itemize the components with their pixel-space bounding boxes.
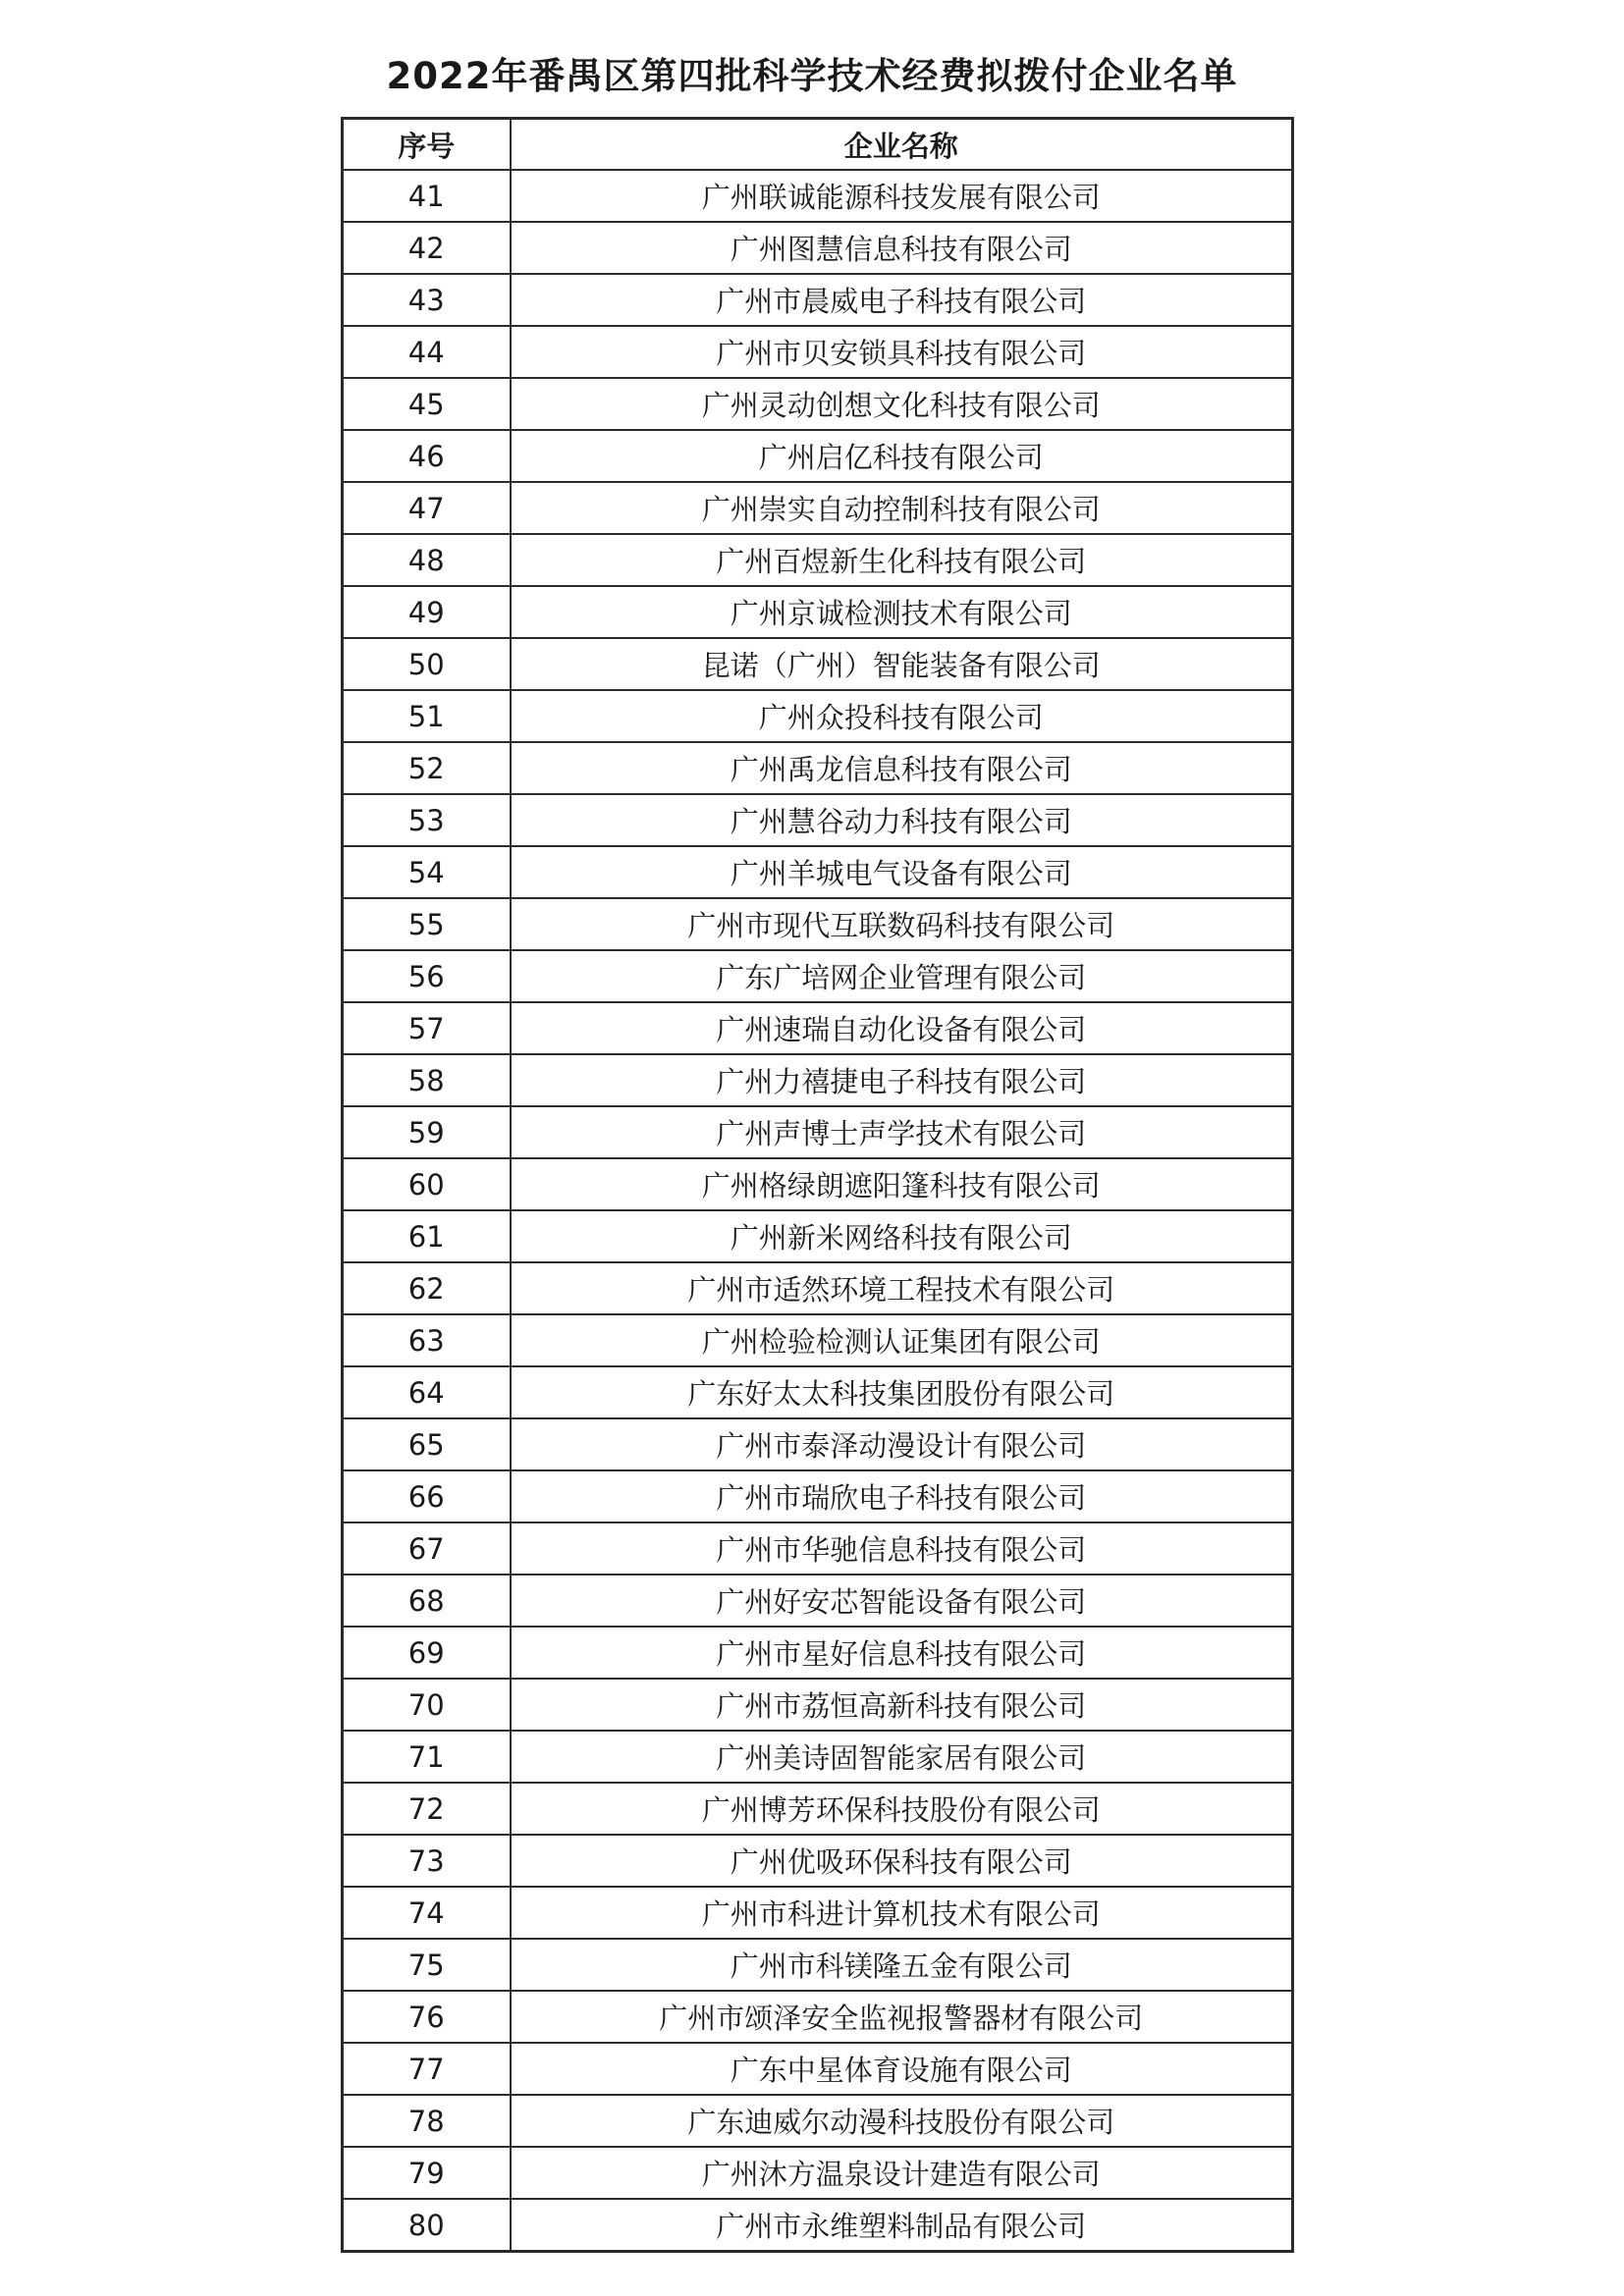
company-name-cell: 广东迪威尔动漫科技股份有限公司 [511,2095,1293,2147]
company-name-cell: 广州声博士声学技术有限公司 [511,1106,1293,1158]
company-name-cell: 广州博芳环保科技股份有限公司 [511,1783,1293,1835]
serial-number-cell: 71 [343,1731,511,1783]
company-name-cell: 广州启亿科技有限公司 [511,430,1293,482]
table-row [343,1679,1293,1731]
serial-number-cell: 80 [343,2199,511,2252]
company-name-cell: 广州联诚能源科技发展有限公司 [511,170,1293,222]
company-name-cell: 广州崇实自动控制科技有限公司 [511,482,1293,534]
serial-number-cell: 57 [343,1002,511,1054]
table-row [343,1470,1293,1522]
serial-number-cell: 50 [343,638,511,690]
company-name-cell: 昆诺（广州）智能装备有限公司 [511,638,1293,690]
serial-number-cell: 44 [343,326,511,378]
serial-number-cell: 43 [343,274,511,326]
serial-number-cell: 60 [343,1158,511,1210]
serial-number-cell: 69 [343,1627,511,1679]
company-name-cell: 广州禹龙信息科技有限公司 [511,742,1293,794]
serial-number-cell: 74 [343,1887,511,1939]
company-name-cell: 广州优吸环保科技有限公司 [511,1835,1293,1887]
table-row [343,2095,1293,2147]
company-name-cell: 广州市科进计算机技术有限公司 [511,1887,1293,1939]
serial-number-cell: 65 [343,1418,511,1470]
company-name-cell: 广州京诚检测技术有限公司 [511,586,1293,638]
serial-number-cell: 73 [343,1835,511,1887]
table-row [343,1835,1293,1887]
table-row [343,586,1293,638]
table-row [343,378,1293,430]
table-row [343,1939,1293,1991]
table-row [343,742,1293,794]
serial-number-cell: 59 [343,1106,511,1158]
company-name-cell: 广州市适然环境工程技术有限公司 [511,1262,1293,1314]
table-row [343,1783,1293,1835]
serial-number-cell: 63 [343,1314,511,1366]
serial-number-cell: 42 [343,222,511,274]
serial-number-cell: 51 [343,690,511,742]
table-row [343,534,1293,586]
serial-number-cell: 52 [343,742,511,794]
serial-number-cell: 56 [343,950,511,1002]
serial-number-cell: 41 [343,170,511,222]
serial-number-cell: 67 [343,1522,511,1575]
company-name-cell: 广州市华驰信息科技有限公司 [511,1522,1293,1575]
company-table [341,117,1294,2253]
serial-number-cell: 76 [343,1991,511,2043]
table-row [343,170,1293,222]
company-name-cell: 广州检验检测认证集团有限公司 [511,1314,1293,1366]
serial-number-cell: 75 [343,1939,511,1991]
serial-number-cell: 62 [343,1262,511,1314]
company-name-cell: 广州羊城电气设备有限公司 [511,846,1293,898]
company-name-cell: 广东广培网企业管理有限公司 [511,950,1293,1002]
company-name-cell: 广州美诗固智能家居有限公司 [511,1731,1293,1783]
company-name-cell: 广州灵动创想文化科技有限公司 [511,378,1293,430]
serial-number-cell: 78 [343,2095,511,2147]
company-name-cell: 广州市荔恒高新科技有限公司 [511,1679,1293,1731]
serial-number-cell: 45 [343,378,511,430]
table-row [343,2043,1293,2095]
company-name-cell: 广州速瑞自动化设备有限公司 [511,1002,1293,1054]
table-row [343,1522,1293,1575]
serial-number-cell: 79 [343,2147,511,2199]
company-name-cell: 广州市现代互联数码科技有限公司 [511,898,1293,950]
table-row [343,950,1293,1002]
table-row [343,690,1293,742]
company-name-cell: 广州众投科技有限公司 [511,690,1293,742]
serial-number-cell: 64 [343,1366,511,1418]
serial-number-cell: 54 [343,846,511,898]
serial-number-cell: 70 [343,1679,511,1731]
table-header-row [343,119,1293,171]
serial-number-cell: 66 [343,1470,511,1522]
table-row [343,638,1293,690]
serial-number-cell: 55 [343,898,511,950]
company-name-cell: 广东好太太科技集团股份有限公司 [511,1366,1293,1418]
table-row [343,1002,1293,1054]
table-row [343,222,1293,274]
table-row [343,1366,1293,1418]
company-name-cell: 广州市颂泽安全监视报警器材有限公司 [511,1991,1293,2043]
table-row [343,846,1293,898]
header-serial-number: 序号 [343,119,511,171]
serial-number-cell: 53 [343,794,511,846]
table-row [343,482,1293,534]
table-row [343,274,1293,326]
company-name-cell: 广州慧谷动力科技有限公司 [511,794,1293,846]
table-row [343,794,1293,846]
table-row [343,898,1293,950]
company-name-cell: 广州市永维塑料制品有限公司 [511,2199,1293,2252]
table-row [343,1731,1293,1783]
company-name-cell: 广州市瑞欣电子科技有限公司 [511,1470,1293,1522]
company-name-cell: 广州市晨威电子科技有限公司 [511,274,1293,326]
table-row [343,430,1293,482]
table-row [343,1575,1293,1627]
table-row [343,1210,1293,1262]
company-name-cell: 广州市星好信息科技有限公司 [511,1627,1293,1679]
table-row [343,2147,1293,2199]
serial-number-cell: 49 [343,586,511,638]
table-row [343,1262,1293,1314]
table-row [343,1158,1293,1210]
company-name-cell: 广州市贝安锁具科技有限公司 [511,326,1293,378]
header-company-name: 企业名称 [511,119,1293,171]
company-name-cell: 广州力禧捷电子科技有限公司 [511,1054,1293,1106]
company-name-cell: 广州市泰泽动漫设计有限公司 [511,1418,1293,1470]
company-name-cell: 广州市科镁隆五金有限公司 [511,1939,1293,1991]
table-row [343,326,1293,378]
table-body [343,170,1293,2252]
company-name-cell: 广州百煜新生化科技有限公司 [511,534,1293,586]
table-row [343,2199,1293,2252]
page-title: 2022年番禺区第四批科学技术经费拟拨付企业名单 [386,55,1238,97]
serial-number-cell: 58 [343,1054,511,1106]
company-name-cell: 广东中星体育设施有限公司 [511,2043,1293,2095]
serial-number-cell: 68 [343,1575,511,1627]
serial-number-cell: 47 [343,482,511,534]
company-name-cell: 广州新米网络科技有限公司 [511,1210,1293,1262]
serial-number-cell: 72 [343,1783,511,1835]
company-name-cell: 广州图慧信息科技有限公司 [511,222,1293,274]
serial-number-cell: 46 [343,430,511,482]
company-name-cell: 广州沐方温泉设计建造有限公司 [511,2147,1293,2199]
table-row [343,1054,1293,1106]
company-name-cell: 广州好安芯智能设备有限公司 [511,1575,1293,1627]
serial-number-cell: 77 [343,2043,511,2095]
table-row [343,1106,1293,1158]
table-row [343,1887,1293,1939]
table-row [343,1314,1293,1366]
table-row [343,1418,1293,1470]
company-name-cell: 广州格绿朗遮阳篷科技有限公司 [511,1158,1293,1210]
serial-number-cell: 61 [343,1210,511,1262]
serial-number-cell: 48 [343,534,511,586]
table-row [343,1627,1293,1679]
table-row [343,1991,1293,2043]
